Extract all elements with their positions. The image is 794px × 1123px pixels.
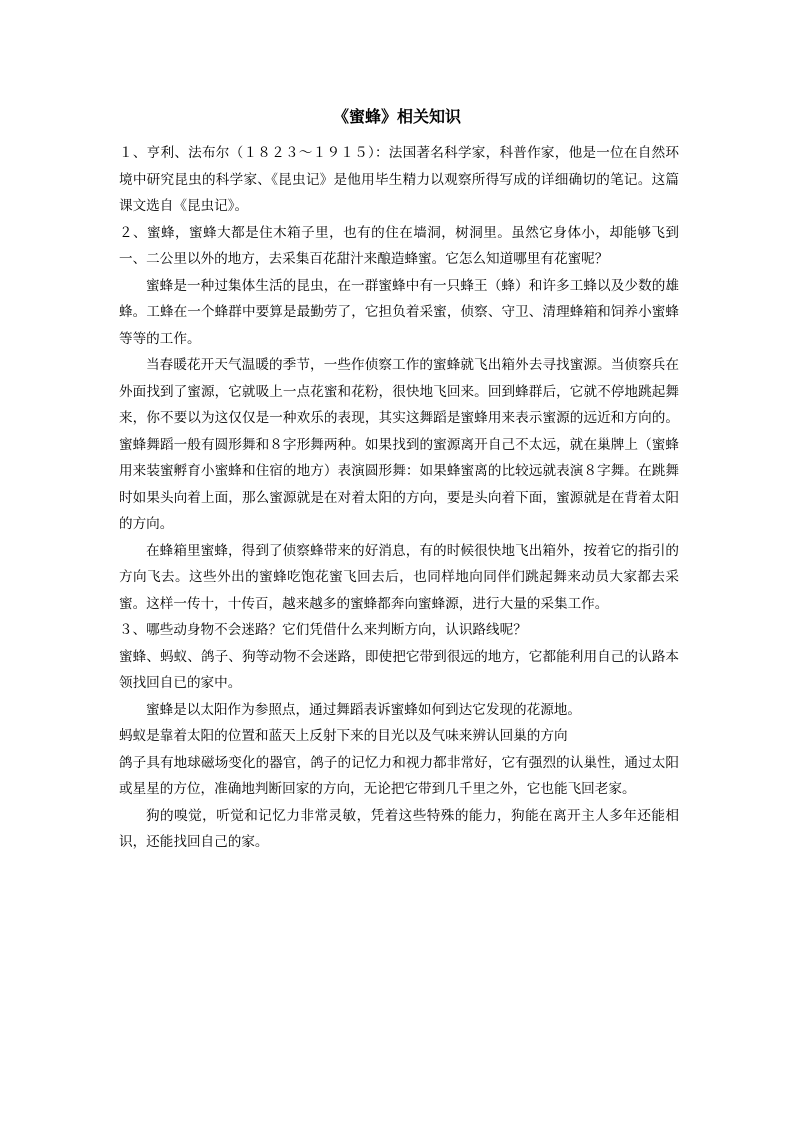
paragraph-question: ３、哪些动身物不会迷路？它们凭借什么来判断方向，认识路线呢？ [119,622,527,638]
paragraph-bees-intro: ２、蜜蜂，蜜蜂大都是住木箱子里，也有的住在墙洞，树洞里。虽然它身体小，却能够飞到一、二公里以外的地方，去采集百花甜汁来酿造蜂蜜。它怎么知道哪里有花蜜呢？ [119,224,679,267]
paragraph-bee-gathering: 在蜂箱里蜜蜂，得到了侦察蜂带来的好消息，有的时候很快地飞出箱外，按着它的指引的方向飞去。这些外出的蜜蜂吃饱花蜜飞回去后，也同样地向同伴们跳起舞来动员大家都去采蜜。这样一传十，十传百，越来越多的蜜蜂都奔向蜜蜂源，进行大量的采集工作。 [119,542,679,612]
paragraph-bee-dance: 当春暖花开天气温暖的季节，一些作侦察工作的蜜蜂就飞出箱外去寻找蜜源。当侦察兵在外面找到了蜜源，它就吸上一点花蜜和花粉，很快地飞回来。回到蜂群后，它就不停地跳起舞来，你不要以为这仅仅是一种欢乐的表现，其实这舞蹈是蜜蜂用来表示蜜源的远近和方向的。蜜蜂舞蹈一般有圆形舞和８字形舞两种。如果找到的蜜源离开自己不太远，就在巢牌上（蜜蜂用来装蜜孵育小蜜蜂和住宿的地方）表演圆形舞：如果蜂蜜离的比较远就表演８字舞。在跳舞时如果头向着上面，那么蜜源就是在对着太阳的方向，要是头向着下面，蜜源就是在背着太阳的方向。 [119,357,679,532]
paragraph-bee-navigation: 蜜蜂是以太阳作为参照点，通过舞蹈表诉蜜蜂如何到达它发现的花源地。 [146,701,581,718]
paragraph-author: １、亨利、法布尔（１８２３～１９１５）：法国著名科学家，科普作家，他是一位在自然环境中研究昆虫的科学家、《昆虫记》是他用毕生精力以观察所得写成的详细确切的笔记。这篇课文选自《昆虫记》。 [119,145,679,214]
paragraph-ant-navigation: 蚂蚁是靠着太阳的位置和蓝天上反射下来的目光以及气味来辨认回巢的方向 [119,728,568,744]
paragraph-bee-colony: 蜜蜂是一种过集体生活的昆虫，在一群蜜蜂中有一只蜂王（蜂）和许多工蜂以及少数的雄蜂。工蜂在一个蜂群中要算是最勤劳了，它担负着采蜜，侦察、守卫、清理蜂箱和饲养小蜜蜂等等的工作。 [119,277,679,347]
document-title: 《蜜蜂》相关知识 [332,107,461,126]
document-body [119,140,679,856]
paragraph-animals: 蜜蜂、蚂蚁、鸽子、狗等动物不会迷路，即使把它带到很远的地方，它都能利用自己的认路本领找回自已的家中。 [119,648,679,691]
paragraph-pigeon-navigation: 鸽子具有地球磁场变化的器官，鸽子的记忆力和视力都非常好，它有强烈的认巢性，通过太阳或星星的方位，准确地判断回家的方向，无论把它带到几千里之外，它也能飞回老家。 [119,754,679,797]
paragraph-dog-navigation: 狗的嗅觉，听觉和记忆力非常灵敏，凭着这些特殊的能力，狗能在离开主人多年还能相识，还能找回自己的家。 [119,807,679,850]
